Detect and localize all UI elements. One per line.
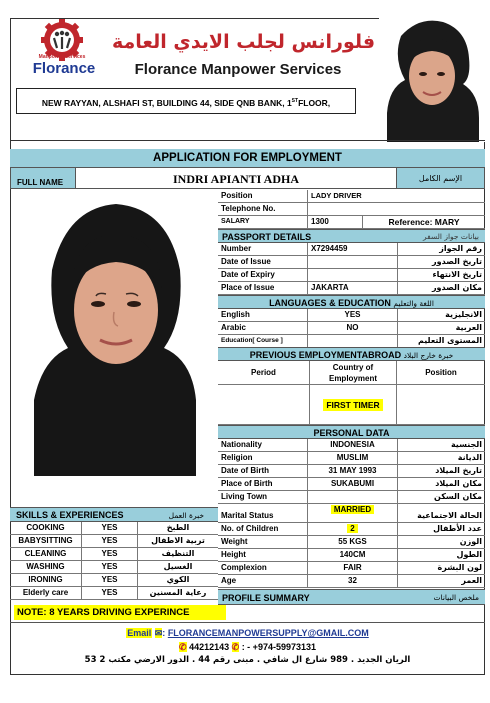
profile-summary-header [218, 589, 485, 605]
language-row [218, 322, 485, 335]
telephone-label: Telephone No. [218, 203, 308, 215]
personal-value-highlight: MARRIED [331, 505, 374, 514]
skill-value: YES [82, 574, 138, 586]
phone-2: : - +974-59973131 [241, 642, 316, 652]
skill-value: YES [82, 535, 138, 547]
skill-row [10, 574, 218, 587]
applicant-photo-large [34, 200, 196, 476]
col-period: Period [218, 361, 310, 384]
personal-arabic: الديانة [457, 453, 482, 462]
passport-label: Place of Issue [218, 282, 308, 294]
profile-header-arabic: ملخص البيانات [433, 593, 479, 602]
languages-header-arabic: اللغة والتعليم [393, 299, 434, 308]
language-label: Arabic [218, 322, 308, 334]
personal-label: Place of Birth [218, 478, 308, 490]
personal-row [218, 478, 485, 491]
personal-value: 140CM [308, 549, 398, 561]
language-label: English [218, 309, 308, 321]
skill-value: YES [82, 587, 138, 599]
logo-tagline: Manpower Services [38, 54, 86, 60]
header-divider [10, 140, 485, 141]
full-name-value: INDRI APIANTI ADHA [76, 167, 396, 189]
skill-arabic: الكوي [166, 575, 190, 584]
personal-value: INDONESIA [308, 439, 398, 451]
skill-label: COOKING [10, 522, 82, 534]
passport-value: X7294459 [308, 243, 398, 255]
passport-header-arabic: بيانات جواز السفر [422, 232, 479, 241]
form-title: APPLICATION FOR EMPLOYMENT [10, 149, 485, 167]
footer-address-arabic: 53 الريان الجديد . 989 شارع ال شافي . مبنى رقم 44 . الدور الارضي مكتب 2 [84, 655, 411, 665]
personal-row [218, 465, 485, 478]
passport-row [218, 243, 485, 256]
company-address [16, 88, 356, 114]
personal-label: Marital Status [218, 504, 308, 522]
personal-row [218, 562, 485, 575]
language-value: YES [308, 309, 398, 321]
skill-row [10, 561, 218, 574]
languages-header-text: LANGUAGES & EDUCATION [269, 298, 391, 308]
telephone-value [308, 203, 485, 215]
logo-word: Florance [32, 60, 96, 77]
skill-label: IRONING [10, 574, 82, 586]
passport-label: Number [218, 243, 308, 255]
position-row [218, 190, 485, 203]
personal-label: Weight [218, 536, 308, 548]
col-position: Position [425, 368, 457, 377]
mail-icon: ✉ [154, 628, 163, 638]
skill-value: YES [82, 561, 138, 573]
personal-value [308, 523, 398, 535]
language-label: Education[ Course ] [218, 335, 308, 347]
personal-arabic: الحالة الاجتماعية [417, 511, 482, 520]
salary-row [218, 216, 485, 229]
skill-arabic: الطبخ [166, 523, 190, 532]
passport-row [218, 256, 485, 269]
first-timer: FIRST TIMER [323, 399, 382, 411]
telephone-row [218, 203, 485, 216]
personal-arabic: مكان الميلاد [435, 479, 482, 488]
company-name-english: Florance Manpower Services [134, 61, 342, 78]
phone-icon-2: ✆ [231, 642, 240, 652]
personal-arabic: عدد الأطفال [433, 524, 482, 533]
personal-label: Living Town [218, 491, 308, 503]
skill-value: YES [82, 548, 138, 560]
personal-arabic: مكان السكن [434, 492, 482, 501]
personal-row [218, 452, 485, 465]
skills-header-text: SKILLS & EXPERIENCES [16, 510, 124, 520]
personal-row [218, 439, 485, 452]
personal-label: Nationality [218, 439, 308, 451]
previous-header-arabic: خبرة خارج البلاد [403, 351, 454, 360]
personal-row [218, 491, 485, 504]
previous-position-cell [397, 385, 485, 424]
language-row [218, 309, 485, 322]
passport-row [218, 282, 485, 295]
applicant-photo-small [379, 18, 485, 142]
personal-label: Age [218, 575, 308, 587]
address-sup: ST [291, 98, 299, 104]
full-name-arabic: الإسم الكامل [396, 167, 485, 189]
skill-label: Elderly care [10, 587, 82, 599]
skill-label: CLEANING [10, 548, 82, 560]
position-label: Position [218, 190, 308, 202]
passport-arabic: مكان الصدور [431, 283, 482, 292]
personal-label: Date of Birth [218, 465, 308, 477]
previous-row [218, 385, 485, 425]
personal-row [218, 575, 485, 588]
personal-arabic: العمر [461, 576, 482, 585]
language-arabic: الانجليزية [445, 310, 482, 319]
company-name-arabic: فلورانس لجلب الايدي العامة [112, 31, 376, 53]
passport-arabic: تاريخ الصدور [432, 257, 482, 266]
personal-arabic: الوزن [459, 537, 482, 546]
passport-value [308, 269, 398, 281]
skill-row [10, 522, 218, 535]
skill-value: YES [82, 522, 138, 534]
skill-label: BABYSITTING [10, 535, 82, 547]
personal-value [308, 504, 398, 522]
reference-label: Reference: MARY [388, 217, 460, 227]
passport-row [218, 269, 485, 282]
previous-country-cell [310, 385, 397, 424]
salary-label: SALARY [218, 216, 308, 228]
personal-value [308, 491, 398, 503]
personal-value-highlight: 2 [347, 524, 357, 533]
passport-arabic: رقم الجواز [439, 244, 482, 253]
personal-value: FAIR [308, 562, 398, 574]
phone-1: 44212143 [189, 642, 230, 652]
personal-value: 32 [308, 575, 398, 587]
address-text: NEW RAYYAN, ALSHAFI ST, BUILDING 44, SIDE QNB BANK, 1 [41, 97, 292, 108]
skill-row [10, 535, 218, 548]
footer-email-line: Email ✉: FLORANCEMANPOWERSUPPLY@GMAIL.COM [127, 628, 369, 638]
language-value [308, 335, 398, 347]
personal-arabic: لون البشرة [437, 563, 482, 572]
personal-label: Complexion [218, 562, 308, 574]
passport-value: JAKARTA [308, 282, 398, 294]
personal-row [218, 523, 485, 536]
email-link[interactable]: FLORANCEMANPOWERSUPPLY@GMAIL.COM [167, 628, 369, 638]
note: NOTE: 8 YEARS DRIVING EXPERINCE [14, 605, 226, 620]
personal-arabic: الجنسية [450, 440, 482, 449]
skill-arabic: الغسيل [163, 562, 193, 571]
languages-header [218, 295, 485, 309]
skill-arabic: رعاية المسنين [149, 588, 207, 597]
skills-header [10, 507, 218, 522]
passport-label: Date of Expiry [218, 269, 308, 281]
passport-value [308, 256, 398, 268]
col-country: Country of Employment [310, 361, 397, 384]
personal-data-header: PERSONAL DATA [218, 425, 485, 439]
language-value: NO [308, 322, 398, 334]
personal-arabic: الطول [456, 550, 482, 559]
phone-icon: ✆ [179, 642, 187, 652]
previous-columns [218, 361, 485, 385]
full-name-label: FULL NAME [10, 167, 76, 189]
salary-value: 1300 [308, 216, 363, 228]
skill-label: WASHING [10, 561, 82, 573]
address-end: FLOOR, [298, 97, 331, 108]
previous-period-cell [218, 385, 310, 424]
skill-row [10, 587, 218, 600]
previous-header-text: PREVIOUS EMPLOYMENTABROAD [249, 350, 402, 360]
personal-row [218, 549, 485, 562]
personal-arabic: تاريخ الميلاد [435, 466, 482, 475]
passport-header [218, 229, 485, 243]
language-arabic: المستوى التعليم [418, 336, 482, 345]
position-value: LADY DRIVER [311, 191, 362, 200]
personal-label: No. of Children [218, 523, 308, 535]
language-arabic: العربية [455, 323, 482, 332]
skill-arabic: التنظيف [161, 549, 195, 558]
footer-phone-line [10, 642, 485, 653]
personal-label: Religion [218, 452, 308, 464]
personal-value: 55 KGS [308, 536, 398, 548]
personal-value: 31 MAY 1993 [308, 465, 398, 477]
personal-label: Height [218, 549, 308, 561]
personal-row [218, 504, 485, 523]
personal-row [218, 536, 485, 549]
footer [10, 622, 485, 675]
skill-arabic: تربية الاطفال [151, 536, 205, 545]
passport-arabic: تاريخ الانتهاء [432, 270, 482, 279]
personal-value: MUSLIM [308, 452, 398, 464]
passport-label: Date of Issue [218, 256, 308, 268]
profile-header-text: PROFILE SUMMARY [222, 593, 310, 603]
email-label: Email [127, 628, 152, 638]
skills-header-arabic: خبرة العمل [168, 511, 204, 520]
previous-employment-header [218, 347, 485, 361]
personal-value: SUKABUMI [308, 478, 398, 490]
skill-row [10, 548, 218, 561]
passport-header-text: PASSPORT DETAILS [222, 232, 312, 242]
